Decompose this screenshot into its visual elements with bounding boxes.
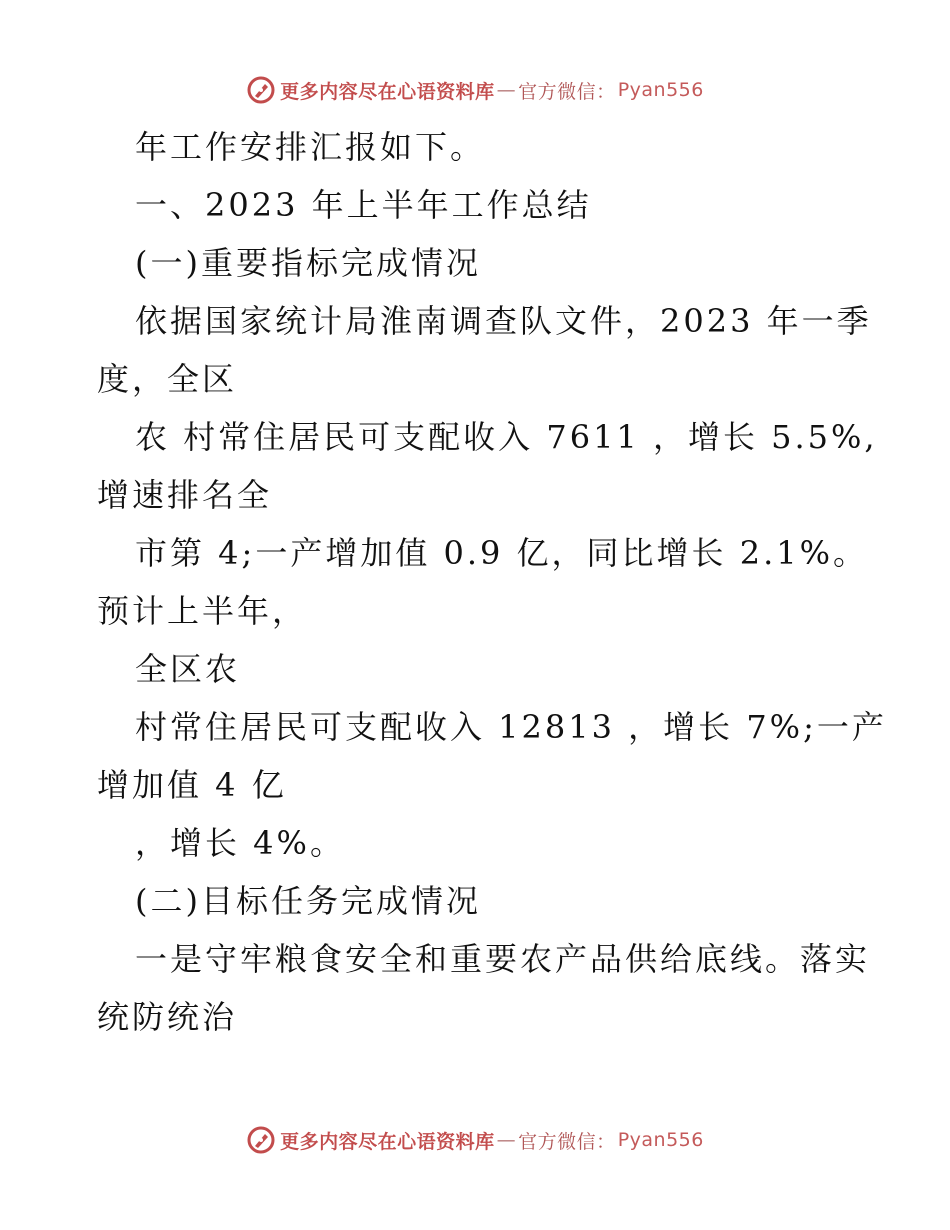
- pen-nib-logo-icon: [246, 1125, 276, 1155]
- paragraph-line: 增加值 4 亿: [97, 766, 287, 804]
- paragraph-line: 农 村常住居民可支配收入 7611 ，增长 5.5%,: [135, 418, 878, 456]
- watermark-separator: —: [496, 79, 517, 101]
- paragraph-line: 村常住居民可支配收入 12813 ，增长 7%;一产: [135, 708, 887, 746]
- paragraph-line: 依据国家统计局淮南调查队文件，2023 年一季: [135, 302, 872, 340]
- paragraph-line: 统防统治: [97, 998, 238, 1036]
- paragraph-line: 一是守牢粮食安全和重要农产品供给底线。落实: [135, 940, 871, 978]
- watermark-main-text: 更多内容尽在心语资料库: [280, 1130, 495, 1153]
- watermark-wechat-id: Pyan556: [617, 79, 704, 101]
- paragraph-line: ，增长 4%。: [135, 824, 345, 862]
- paragraph-line: 度，全区: [97, 360, 238, 398]
- watermark-label: 官方微信：: [518, 80, 616, 103]
- watermark-label: 官方微信：: [518, 1130, 616, 1153]
- header-watermark: [0, 70, 950, 110]
- paragraph-line: 全区农: [135, 650, 241, 688]
- pen-nib-logo-icon: [246, 75, 276, 105]
- paragraph-line: 年工作安排汇报如下。: [135, 128, 486, 166]
- watermark-wechat-id: Pyan556: [617, 1129, 704, 1151]
- subsection-heading: (二)目标任务完成情况: [135, 882, 481, 920]
- subsection-heading: (一)重要指标完成情况: [135, 244, 481, 282]
- paragraph-line: 预计上半年，: [97, 592, 308, 630]
- section-heading: 一、2023 年上半年工作总结: [135, 186, 592, 224]
- document-body: [97, 118, 887, 1046]
- footer-watermark: [0, 1120, 950, 1160]
- paragraph-line: 增速排名全: [97, 476, 273, 514]
- paragraph-line: 市第 4;一产增加值 0.9 亿，同比增长 2.1%。: [135, 534, 869, 572]
- watermark-separator: —: [496, 1129, 517, 1151]
- watermark-main-text: 更多内容尽在心语资料库: [280, 80, 495, 103]
